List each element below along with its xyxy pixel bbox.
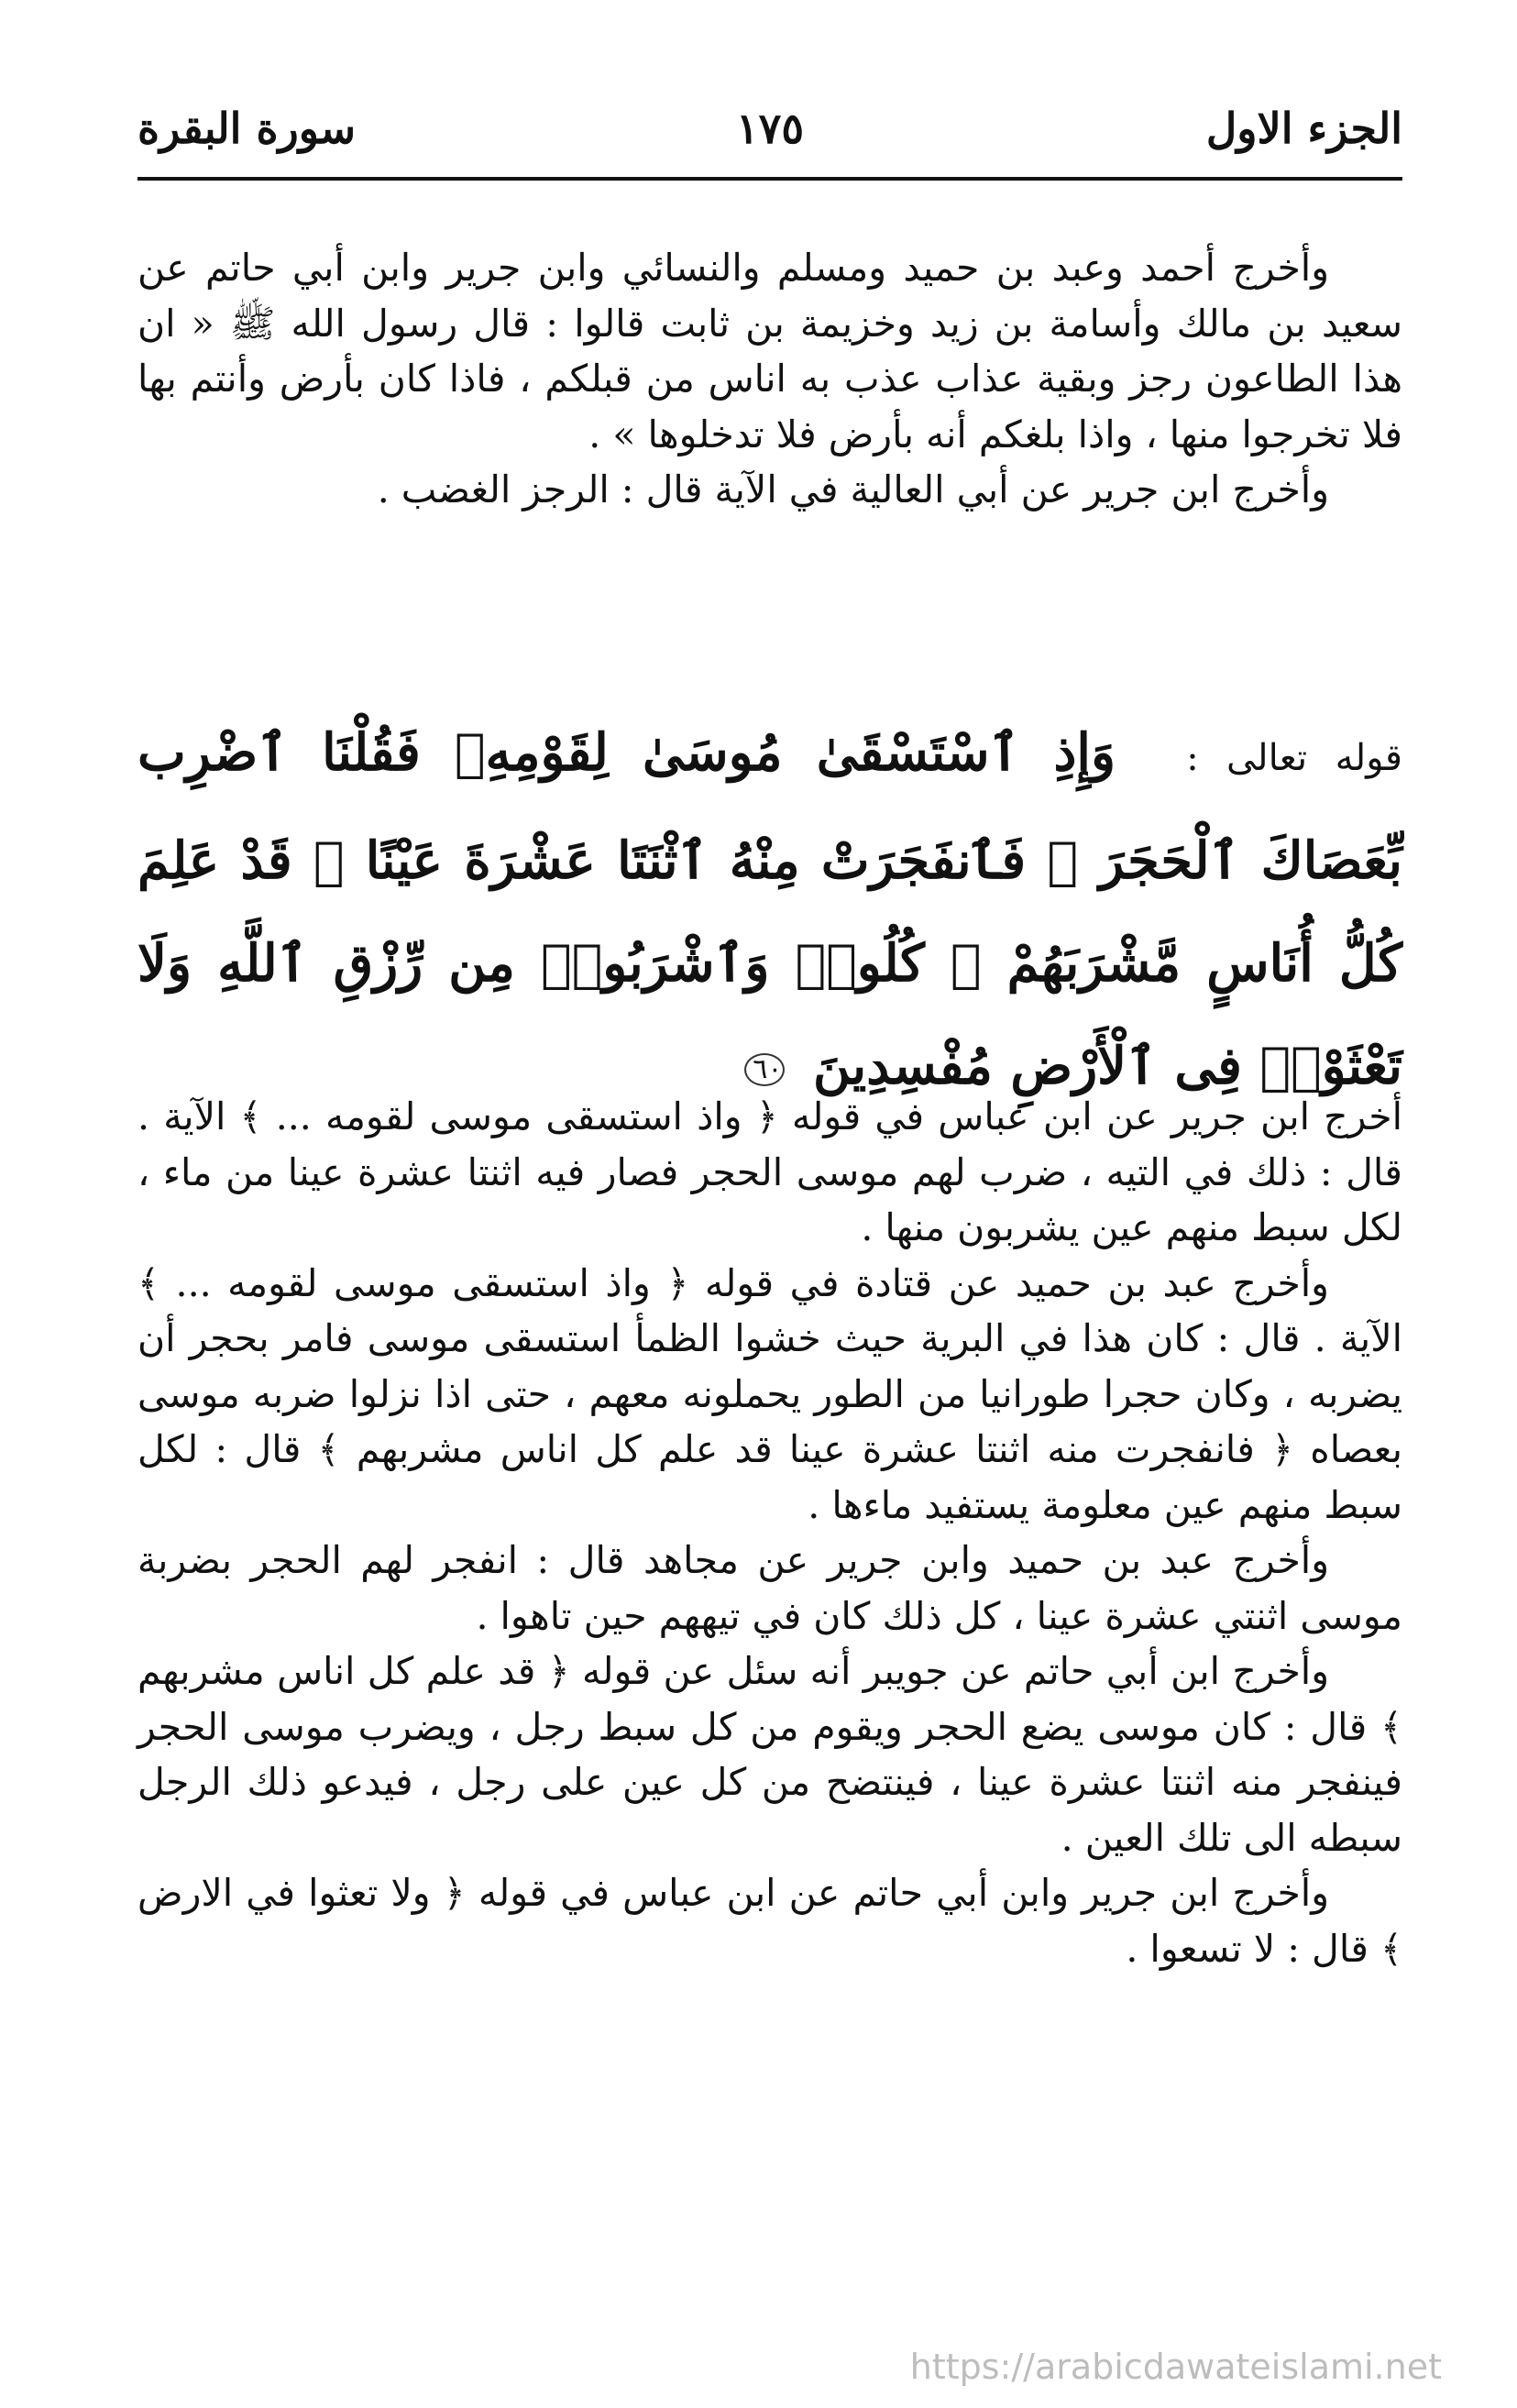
narrations-section-1 (137, 240, 1402, 518)
narration-paragraph: وأخرج ابن جرير عن أبي العالية في الآية قال : الرجز الغضب . (377, 467, 1329, 511)
verse-intro: قوله تعالى : (1186, 737, 1402, 779)
part-label: الجزء الاول (1205, 104, 1402, 153)
narrations-section-2 (137, 1089, 1402, 1976)
narration-paragraph: أخرج ابن جرير عن ابن عباس في قوله ﴿ واذ استسقى موسى لقومه ... ﴾ الآية . قال : ذلك في التيه ، ضرب لهم موسى الحجر فصار فيه اثنتا عشرة عينا من ماء ، لكل سبط منهم عين يشربون منها . (137, 1094, 1402, 1249)
narration-paragraph: وأخرج أحمد وعبد بن حميد ومسلم والنسائي وابن جرير وابن أبي حاتم عن سعيد بن مالك وأسامة بن زيد وخزيمة بن ثابت قالوا : قال رسول الله ﷺ « ان هذا الطاعون رجز وبقية عذاب عذب به اناس من قبلكم ، فاذا كان بأرض وأنتم بها فلا تخرجوا منها ، واذا بلغكم أنه بأرض فلا تدخلوها » . (137, 246, 1402, 456)
narration-paragraph: وأخرج ابن أبي حاتم عن جويبر أنه سئل عن قوله ﴿ قد علم كل اناس مشربهم ﴾ قال : كان موسى يضع الحجر ويقوم من كل سبط رجل ، ويضرب موسى الحجر فينفجر منه اثنتا عشرة عينا ، فينتضح من كل عين على رجل ، فيدعو ذلك الرجل سبطه الى تلك العين . (137, 1649, 1402, 1860)
watermark-url: https://arabicdawateislami.net (909, 2347, 1442, 2387)
narration-paragraph: وأخرج عبد بن حميد عن قتادة في قوله ﴿ واذ استسقى موسى لقومه ... ﴾ الآية . قال : كان هذا في البرية حيث خشوا الظمأ استسقى موسى فامر بحجر أن يضربه ، وكان حجرا طورانيا من الطور يحملونه معهم ، حتى اذا نزلوا ضربه موسى بعصاه ﴿ فانفجرت منه اثنتا عشرة عينا قد علم كل اناس مشربهم ﴾ قال : لكل سبط منهم عين معلومة يستفيد ماءها . (137, 1260, 1402, 1527)
surah-label: سورة البقرة (137, 104, 357, 153)
page-number: ١٧٥ (735, 104, 805, 153)
quran-verse (137, 701, 1402, 1117)
verse-text: وَإِذِ ٱسْتَسْقَىٰ مُوسَىٰ لِقَوْمِهِۦ فَقُلْنَا ٱضْرِب بِّعَصَاكَ ٱلْحَجَرَ ۖ فَٱنفَجَرَتْ مِنْهُ ٱثْنَتَا عَشْرَةَ عَيْنًا ۖ قَدْ عَلِمَ كُلُّ أُنَاسٍ مَّشْرَبَهُمْ ۖ كُلُوا۟ وَٱشْرَبُوا۟ مِن رِّزْقِ ٱللَّهِ وَلَا تَعْثَوْا۟ فِى ٱلْأَرْضِ مُفْسِدِينَ (137, 722, 1402, 1096)
header-rule (137, 177, 1402, 181)
ayah-number-marker: ٦٠ (744, 1053, 785, 1086)
running-header (137, 96, 1402, 170)
narration-paragraph: وأخرج عبد بن حميد وابن جرير عن مجاهد قال : انفجر لهم الحجر بضربة موسى اثنتي عشرة عينا ، كل ذلك كان في تيههم حين تاهوا . (137, 1538, 1402, 1638)
narration-paragraph: وأخرج ابن جرير وابن أبي حاتم عن ابن عباس في قوله ﴿ ولا تعثوا في الارض ﴾ قال : لا تسعوا . (137, 1871, 1402, 1971)
